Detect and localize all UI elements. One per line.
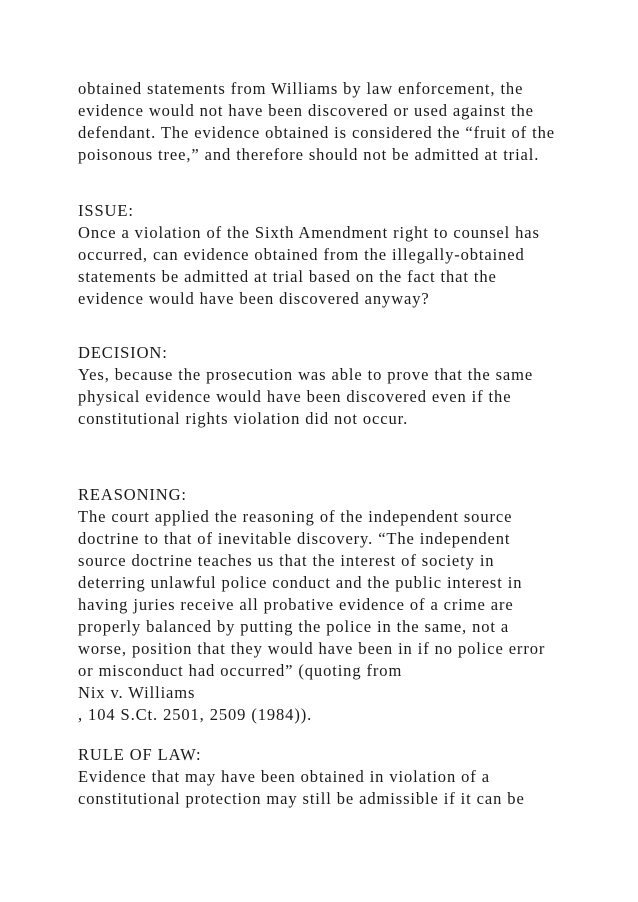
issue-heading: ISSUE: bbox=[78, 201, 134, 220]
reasoning-line: or misconduct had occurred” (quoting from bbox=[78, 661, 403, 680]
reasoning-line: deterring unlawful police conduct and the public interest in bbox=[78, 573, 523, 592]
decision-heading: DECISION: bbox=[78, 343, 168, 362]
rule-of-law-line: Evidence that may have been obtained in violation of a bbox=[78, 767, 490, 786]
intro-paragraph bbox=[78, 78, 618, 166]
issue-line: Once a violation of the Sixth Amendment right to counsel has bbox=[78, 223, 540, 242]
issue-line: evidence would have been discovered anyway? bbox=[78, 289, 430, 308]
intro-line: poisonous tree,” and therefore should not be admitted at trial. bbox=[78, 145, 540, 164]
intro-line: defendant. The evidence obtained is considered the “fruit of the bbox=[78, 123, 555, 142]
rule-of-law-section bbox=[78, 744, 618, 810]
issue-section bbox=[78, 200, 618, 310]
case-citation-reporter: , 104 S.Ct. 2501, 2509 (1984)). bbox=[78, 705, 313, 724]
reasoning-line: properly balanced by putting the police in the same, not a bbox=[78, 617, 510, 636]
rule-of-law-heading: RULE OF LAW: bbox=[78, 745, 202, 764]
decision-line: constitutional rights violation did not occur. bbox=[78, 409, 409, 428]
reasoning-line: doctrine to that of inevitable discovery. “The independent bbox=[78, 529, 511, 548]
reasoning-heading: REASONING: bbox=[78, 485, 187, 504]
intro-line: obtained statements from Williams by law enforcement, the bbox=[78, 79, 524, 98]
reasoning-line: The court applied the reasoning of the independent source bbox=[78, 507, 513, 526]
decision-line: Yes, because the prosecution was able to prove that the same bbox=[78, 365, 534, 384]
reasoning-line: source doctrine teaches us that the interest of society in bbox=[78, 551, 495, 570]
rule-of-law-line: constitutional protection may still be admissible if it can be bbox=[78, 789, 525, 808]
reasoning-line: having juries receive all probative evidence of a crime are bbox=[78, 595, 514, 614]
reasoning-line: worse, position that they would have been in if no police error bbox=[78, 639, 546, 658]
reasoning-section bbox=[78, 484, 618, 726]
issue-line: statements be admitted at trial based on the fact that the bbox=[78, 267, 497, 286]
decision-section bbox=[78, 342, 618, 430]
intro-line: evidence would not have been discovered or used against the bbox=[78, 101, 534, 120]
case-citation-name: Nix v. Williams bbox=[78, 683, 196, 702]
issue-line: occurred, can evidence obtained from the illegally-obtained bbox=[78, 245, 525, 264]
decision-line: physical evidence would have been discovered even if the bbox=[78, 387, 512, 406]
